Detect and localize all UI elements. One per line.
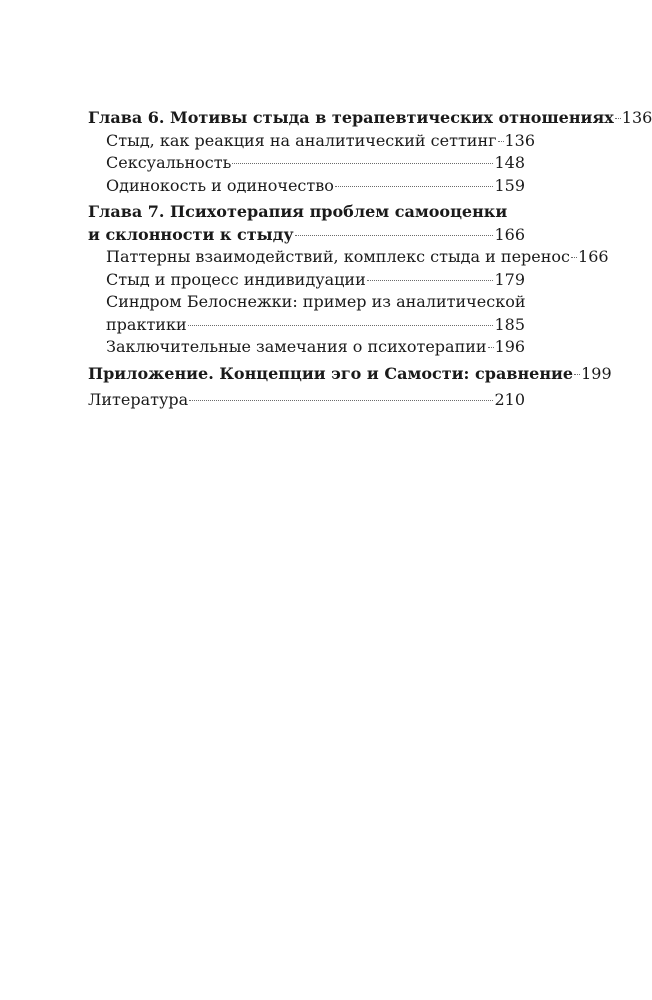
dot-leader <box>295 235 494 236</box>
toc-entry-title: Глава 6. Мотивы стыда в терапевтических отношениях <box>88 108 614 127</box>
toc-entry-final-remarks[interactable] <box>88 336 525 359</box>
toc-entry-title: Заключительные замечания о психотерапии <box>106 337 487 356</box>
toc-entry-individuation[interactable] <box>88 269 525 292</box>
toc-entry-page: 136 <box>621 108 652 127</box>
toc-entry-loneliness[interactable] <box>88 175 525 198</box>
dot-leader <box>189 400 493 401</box>
toc-entry-title: Паттерны взаимодействий, комплекс стыда и перенос <box>106 247 571 266</box>
dot-leader <box>498 141 504 142</box>
dot-leader <box>615 118 621 119</box>
toc-entry-sexuality[interactable] <box>88 152 525 175</box>
toc-entry-appendix[interactable] <box>88 363 612 386</box>
toc-entry-page: 166 <box>494 224 525 244</box>
table-of-contents <box>88 107 652 412</box>
toc-entry-page: 210 <box>494 390 525 409</box>
toc-entry-chapter-6[interactable] <box>88 107 652 130</box>
toc-entry-page: 185 <box>494 314 525 334</box>
toc-entry-snow-white[interactable] <box>88 314 525 337</box>
toc-entry-title: и склонности к стыду <box>88 224 294 244</box>
toc-entry-title: Одинокость и одиночество <box>106 175 334 195</box>
toc-entry-title: Стыд и процесс индивидуации <box>106 269 366 289</box>
dot-leader <box>488 347 494 348</box>
toc-entry-page: 199 <box>581 363 612 383</box>
toc-entry-title: Литература <box>88 390 189 409</box>
dot-leader <box>188 325 494 326</box>
dot-leader <box>335 186 494 187</box>
toc-entry-snow-white-line1[interactable]: Синдром Белоснежки: пример из аналитической <box>106 292 526 311</box>
toc-entry-title: Приложение. Концепции эго и Самости: сравнение <box>88 363 574 383</box>
toc-entry-page: 179 <box>494 269 525 289</box>
toc-entry-shame-reaction[interactable] <box>88 130 536 153</box>
dot-leader <box>232 163 493 164</box>
toc-entry-title: Стыд, как реакция на аналитический сеттинг <box>106 130 497 150</box>
dot-leader <box>367 280 494 281</box>
toc-entry-chapter-7-line1[interactable]: Глава 7. Психотерапия проблем самооценки <box>88 202 508 221</box>
dot-leader <box>574 374 580 375</box>
toc-entry-title: Сексуальность <box>106 153 232 172</box>
toc-entry-chapter-7[interactable] <box>88 224 525 247</box>
toc-entry-page: 136 <box>504 130 536 150</box>
toc-entry-page: 148 <box>494 153 525 172</box>
toc-entry-page: 196 <box>494 337 526 356</box>
toc-entry-patterns[interactable] <box>88 246 609 269</box>
dot-leader <box>571 257 577 258</box>
toc-entry-title: практики <box>106 314 187 334</box>
toc-entry-page: 166 <box>578 247 609 266</box>
toc-entry-literature[interactable] <box>88 389 525 412</box>
toc-entry-page: 159 <box>494 175 525 195</box>
